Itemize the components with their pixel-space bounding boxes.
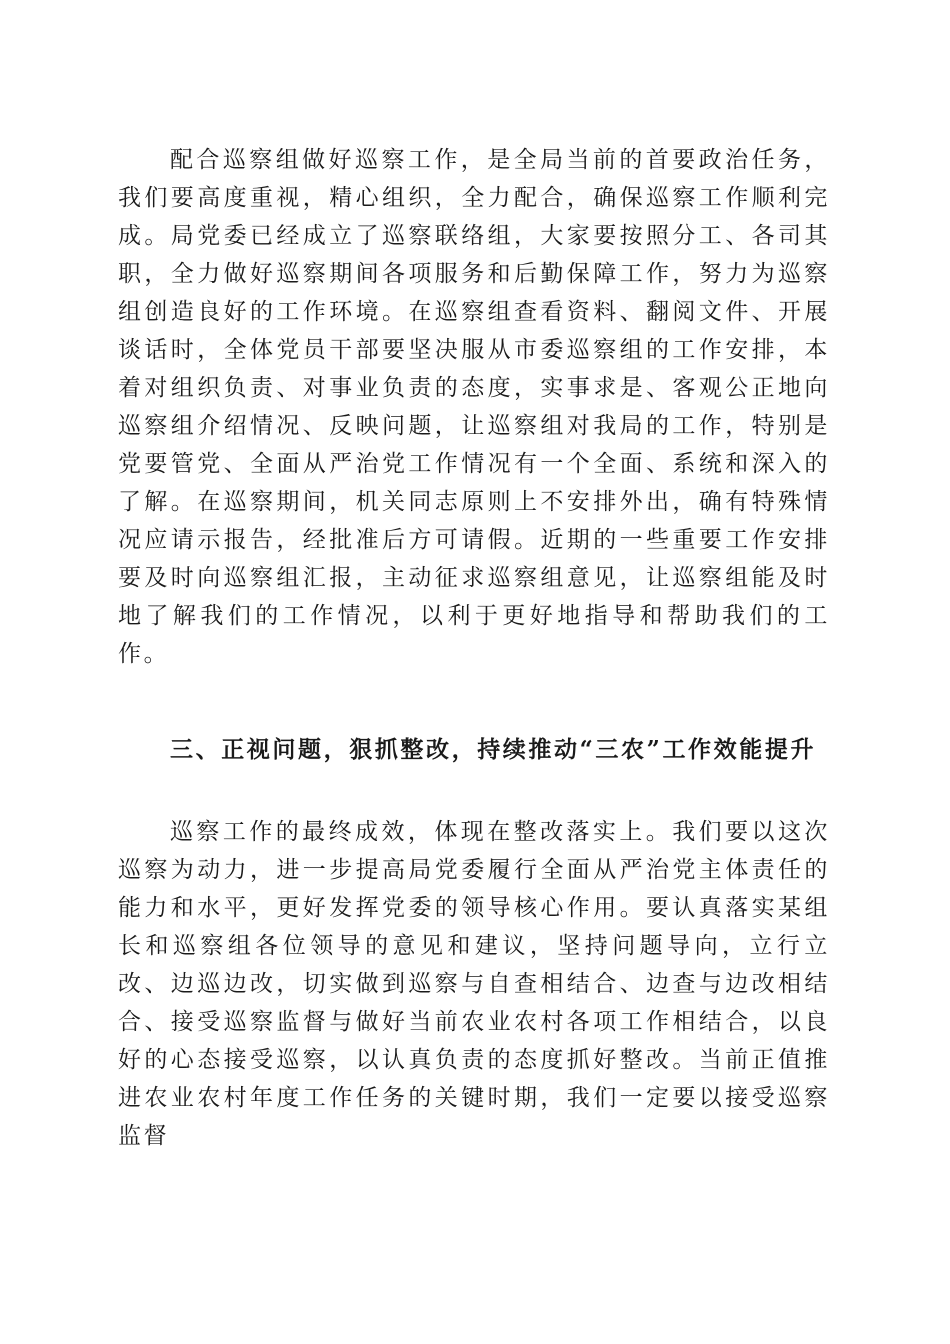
section-heading-three: 三、正视问题，狠抓整改，持续推动“三农”工作效能提升	[170, 736, 817, 763]
body-paragraph-cooperation: 配合巡察组做好巡察工作，是全局当前的首要政治任务，我们要高度重视，精心组织，全力配合，确保巡察工作顺利完成。局党委已经成立了巡察联络组，大家要按照分工、各司其职，全力做好巡察期间各项服务和后勤保障工作，努力为巡察组创造良好的工作环境。在巡察组查看资料、翻阅文件、开展谈话时，全体党员干部要坚决服从市委巡察组的工作安排，本着对组织负责、对事业负责的态度，实事求是、客观公正地向巡察组介绍情况、反映问题，让巡察组对我局的工作，特别是党要管党、全面从严治党工作情况有一个全面、系统和深入的了解。在巡察期间，机关同志原则上不安排外出，确有特殊情况应请示报告，经批准后方可请假。近期的一些重要工作安排要及时向巡察组汇报，主动征求巡察组意见，让巡察组能及时地了解我们的工作情况，以利于更好地指导和帮助我们的工作。	[118, 147, 830, 667]
body-paragraph-rectification: 巡察工作的最终成效，体现在整改落实上。我们要以这次巡察为动力，进一步提高局党委履行全面从严治党主体责任的能力和水平，更好发挥党委的领导核心作用。要认真落实某组长和巡察组各位领导的意见和建议，坚持问题导向，立行立改、边巡边改，切实做到巡察与自查相结合、边查与边改相结合、接受巡察监督与做好当前农业农村各项工作相结合，以良好的心态接受巡察，以认真负责的态度抓好整改。当前正值推进农业农村年度工作任务的关键时期，我们一定要以接受巡察监督	[118, 819, 830, 1149]
